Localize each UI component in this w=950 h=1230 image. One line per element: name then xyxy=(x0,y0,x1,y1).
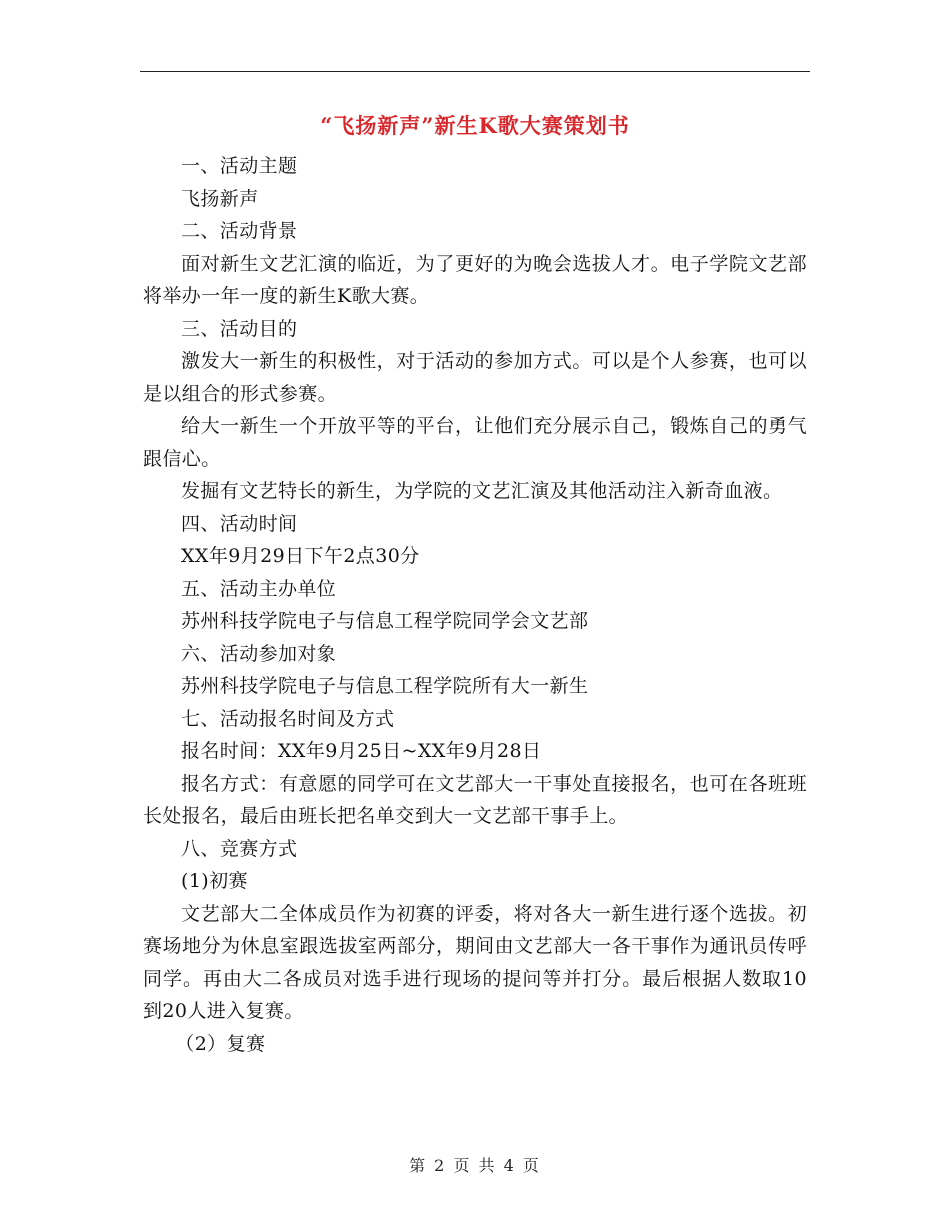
paragraph: 苏州科技学院电子与信息工程学院所有大一新生 xyxy=(181,675,589,697)
section-heading: 三、活动目的 xyxy=(181,317,298,340)
paragraph: 发掘有文艺特长的新生，为学院的文艺汇演及其他活动注入新奇血液。 xyxy=(181,480,783,502)
sub-heading: （2）复赛 xyxy=(175,1032,266,1055)
header-rule xyxy=(140,71,810,72)
paragraph: 苏州科技学院电子与信息工程学院同学会文艺部 xyxy=(181,610,589,632)
paragraph: 报名时间：XX年9月25日~XX年9月28日 xyxy=(181,740,542,762)
paragraph: XX年9月29日下午2点30分 xyxy=(181,545,420,567)
page-label-mid: 页 共 xyxy=(453,1156,497,1175)
paragraph: 激发大一新生的积极性，对于活动的参加方式。可以是个人参赛，也可以是以组合的形式参赛。 xyxy=(143,350,807,405)
section-heading: 一、活动主题 xyxy=(181,155,298,177)
paragraph: 飞扬新声 xyxy=(181,187,259,210)
section-heading: 七、活动报名时间及方式 xyxy=(181,707,395,730)
page-footer xyxy=(0,1153,950,1176)
section-heading: 二、活动背景 xyxy=(181,220,298,242)
page-label-prefix: 第 xyxy=(409,1156,428,1175)
section-heading: 八、竞赛方式 xyxy=(181,837,298,860)
paragraph: 文艺部大二全体成员作为初赛的评委，将对各大一新生进行逐个选拔。初赛场地分为休息室跟选拔室两部分，期间由文艺部大一各干事作为通讯员传呼同学。再由大二各成员对选手进行现场的提问等并打分。最后根据人数取10到20人进入复赛。 xyxy=(143,902,807,1022)
total-pages-number: 4 xyxy=(503,1156,516,1175)
paragraph: 报名方式：有意愿的同学可在文艺部大一干事处直接报名，也可在各班班长处报名，最后由班长把名单交到大一文艺部干事手上。 xyxy=(143,772,807,827)
document-body xyxy=(143,150,807,1060)
sub-heading: (1)初赛 xyxy=(181,870,248,892)
current-page-number: 2 xyxy=(434,1156,447,1175)
paragraph: 给大一新生一个开放平等的平台，让他们充分展示自己，锻炼自己的勇气跟信心。 xyxy=(143,415,807,470)
document-title: “飞扬新声”新生K歌大赛策划书 xyxy=(320,113,630,138)
section-heading: 四、活动时间 xyxy=(181,512,298,535)
section-heading: 六、活动参加对象 xyxy=(181,642,337,665)
section-heading: 五、活动主办单位 xyxy=(181,577,337,600)
paragraph: 面对新生文艺汇演的临近，为了更好的为晚会选拔人才。电子学院文艺部将举办一年一度的新生K歌大赛。 xyxy=(143,252,807,307)
page-label-suffix: 页 xyxy=(522,1156,541,1175)
